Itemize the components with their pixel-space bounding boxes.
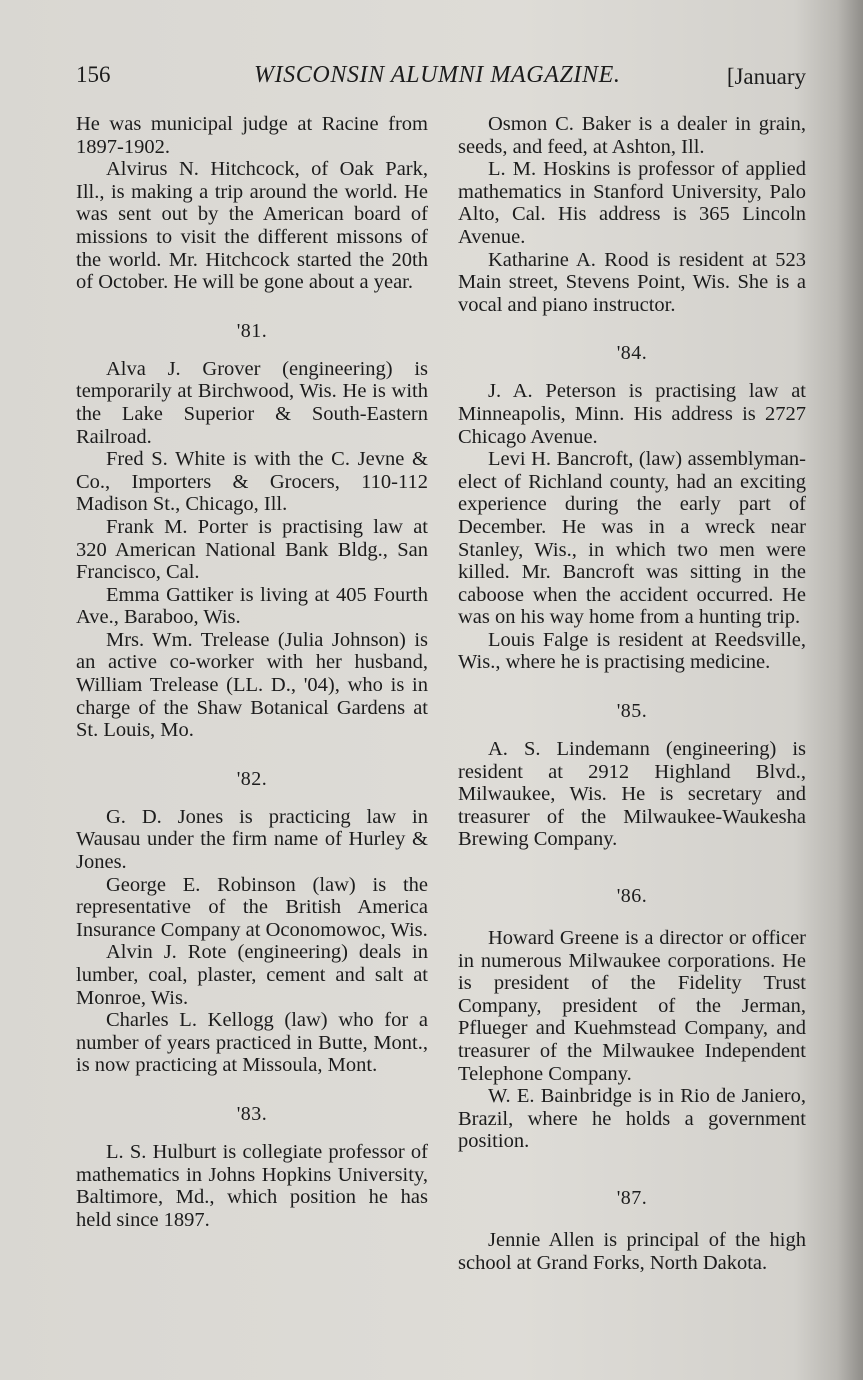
paragraph: Louis Falge is resident at Reedsville, Wis., where he is practising medicine. <box>458 628 806 674</box>
paragraph: Alva J. Grover (engineering) is temporarily at Birchwood, Wis. He is with the Lake Superior & South-Eastern Railroad. <box>76 357 428 448</box>
paragraph: W. E. Bainbridge is in Rio de Janiero, Brazil, where he holds a government position. <box>458 1085 806 1153</box>
paragraph: G. D. Jones is practicing law in Wausau under the firm name of Hurley & Jones. <box>76 805 428 874</box>
class-year-heading: '86. <box>616 885 648 908</box>
class-year-heading: '81. <box>236 319 268 342</box>
paragraph: George E. Robinson (law) is the representative of the British America Insurance Company at Oconomowoc, Wis. <box>76 873 428 941</box>
issue-month: [January <box>726 64 806 89</box>
paragraph: Alvin J. Rote (engineering) deals in lumber, coal, plaster, cement and salt at Monroe, Wis. <box>76 941 428 1009</box>
class-year-heading: '82. <box>236 767 268 790</box>
paragraph: He was municipal judge at Racine from 1897-1902. <box>76 113 428 158</box>
paragraph: Jennie Allen is principal of the high school at Grand Forks, North Dakota. <box>458 1228 806 1274</box>
paragraph: Alvirus N. Hitchcock, of Oak Park, Ill., is making a trip around the world. He was sent out by the American board of missions to visit the different missons of the world. Mr. Hitchcock started the 20th of October. He will be gone about a year. <box>76 158 428 294</box>
class-year-heading: '85. <box>616 700 648 723</box>
paragraph: Mrs. Wm. Trelease (Julia Johnson) is an active co-worker with her husband, William Trelease (LL. D., '04), who is in charge of the Shaw Botanical Gardens at St. Louis, Mo. <box>76 628 428 742</box>
paragraph: L. M. Hoskins is professor of applied mathematics in Stanford University, Palo Alto, Cal. His address is 365 Lincoln Avenue. <box>458 158 806 248</box>
paragraph: Katharine A. Rood is resident at 523 Main street, Stevens Point, Wis. She is a vocal and piano instructor. <box>458 248 806 316</box>
right-column <box>458 113 806 1274</box>
paragraph: Fred S. White is with the C. Jevne & Co., Importers & Grocers, 110-112 Madison St., Chicago, Ill. <box>76 448 428 516</box>
page-header <box>76 62 806 96</box>
paragraph: Charles L. Kellogg (law) who for a number of years practiced in Butte, Mont., is now practicing at Missoula, Mont. <box>76 1009 428 1077</box>
class-year-heading: '83. <box>236 1102 268 1125</box>
paragraph: Howard Greene is a director or officer in numerous Milwaukee corporations. He is president of the Fidelity Trust Company, president of the Jerman, Pflueger and Kuehmstead Company, and treasurer of the Milwaukee Independent Telephone Company. <box>458 927 806 1085</box>
paragraph: Levi H. Bancroft, (law) assemblyman-elect of Richland county, had an exciting experience during the early part of December. He was in a wreck near Stanley, Wis., in which two men were killed. Mr. Bancroft was sitting in the caboose when the accident occurred. He was on his way home from a hunting trip. <box>458 448 806 629</box>
left-column <box>76 113 428 1231</box>
paragraph: Emma Gattiker is living at 405 Fourth Ave., Baraboo, Wis. <box>76 583 428 629</box>
page-number: 156 <box>76 62 111 87</box>
class-year-heading: '84. <box>616 342 648 365</box>
magazine-title: WISCONSIN ALUMNI MAGAZINE. <box>254 62 621 88</box>
paragraph: Frank M. Porter is practising law at 320 American National Bank Bldg., San Francisco, Cal. <box>76 515 428 584</box>
paragraph: J. A. Peterson is practising law at Minneapolis, Minn. His address is 2727 Chicago Avenue. <box>458 380 806 448</box>
class-year-heading: '87. <box>616 1186 648 1209</box>
paragraph: A. S. Lindemann (engineering) is resident at 2912 Highland Blvd., Milwaukee, Wis. He is secretary and treasurer of the Milwaukee-Waukesha Brewing Company. <box>458 738 806 851</box>
paragraph: Osmon C. Baker is a dealer in grain, seeds, and feed, at Ashton, Ill. <box>458 113 806 158</box>
paragraph: L. S. Hulburt is collegiate professor of mathematics in Johns Hopkins University, Baltimore, Md., which position he has held since 1897. <box>76 1140 428 1231</box>
